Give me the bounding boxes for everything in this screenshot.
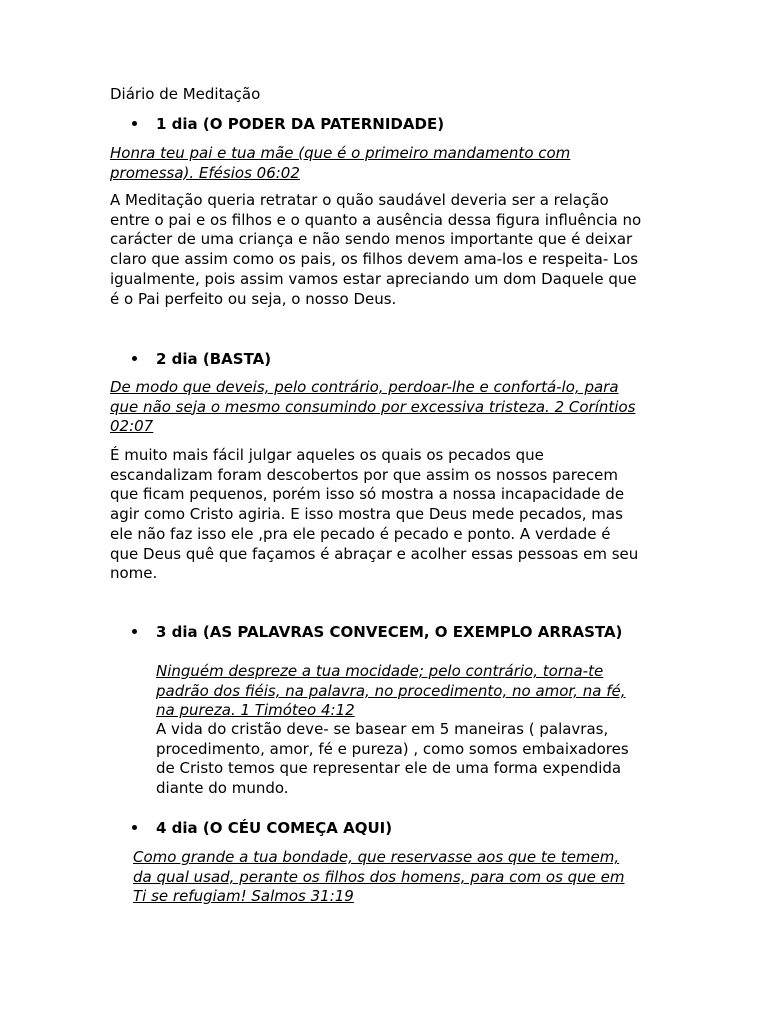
day-3-quote (156, 662, 626, 721)
day-1-quote (110, 144, 570, 183)
body-line: diante do mundo. (156, 779, 289, 798)
body-line: que ficam pequenos, porém isso só mostra a nossa incapacidade de (110, 485, 625, 504)
document-title: Diário de Meditação (110, 85, 261, 103)
body-line: entre o pai e os filhos e o quanto a ausência dessa figura influência no (110, 210, 642, 229)
day-2-quote (110, 378, 635, 437)
quote-line: Ninguém despreze a tua mocidade; pelo contrário, torna-te (156, 662, 604, 680)
day-2-body (110, 446, 638, 584)
body-line: carácter de uma criança e não sendo menos importante que é deixar (110, 230, 633, 249)
day-4-heading: 4 dia (O CÉU COMEÇA AQUI) (156, 819, 393, 837)
body-line: nome. (110, 564, 158, 583)
day-3-body (156, 720, 629, 799)
quote-line: na pureza. 1 Timóteo 4:12 (156, 701, 355, 719)
bullet-icon (132, 356, 137, 361)
body-line: A vida do cristão deve- se basear em 5 maneiras ( palavras, (156, 720, 609, 738)
body-line: de Cristo temos que representar ele de uma forma expendida (156, 759, 622, 778)
quote-line: Como grande a tua bondade, que reservasse aos que te temem, (133, 848, 620, 866)
body-line: procedimento, amor, fé e pureza) , como somos embaixadores (156, 739, 629, 758)
quote-line: promessa). Efésios 06:02 (110, 163, 300, 182)
quote-line: Ti se refugiam! Salmos 31:19 (133, 887, 354, 905)
day-4-quote (133, 848, 625, 907)
quote-line: que não seja o mesmo consumindo por excessiva tristeza. 2 Coríntios (110, 397, 636, 416)
day-1-heading: 1 dia (O PODER DA PATERNIDADE) (156, 115, 445, 133)
body-line: ele não faz isso ele ,pra ele pecado é pecado e ponto. A verdade é (110, 524, 611, 543)
quote-line: Honra teu pai e tua mãe (que é o primeiro mandamento com (110, 144, 571, 162)
body-line: agir como Cristo agiria. E isso mostra que Deus mede pecados, mas (110, 505, 623, 524)
day-1-body (110, 191, 641, 309)
body-line: igualmente, pois assim vamos estar apreciando um dom Daquele que (110, 269, 637, 288)
bullet-icon (132, 825, 137, 830)
body-line: É muito mais fácil julgar aqueles os quais os pecados que (110, 446, 544, 464)
quote-line: 02:07 (110, 417, 154, 435)
day-3-heading: 3 dia (AS PALAVRAS CONVECEM, O EXEMPLO ARRASTA) (156, 623, 623, 641)
quote-line: De modo que deveis, pelo contrário, perdoar-lhe e confortá-lo, para (110, 378, 619, 396)
body-line: A Meditação queria retratar o quão saudável deveria ser a relação (110, 191, 609, 209)
day-2-heading: 2 dia (BASTA) (156, 350, 272, 368)
body-line: que Deus quê que façamos é abraçar e acolher essas pessoas em seu (110, 544, 639, 563)
quote-line: padrão dos fiéis, na palavra, no procedimento, no amor, na fé, (156, 681, 626, 700)
bullet-icon (132, 121, 137, 126)
quote-line: da qual usad, perante os filhos dos homens, para com os que em (133, 867, 625, 886)
body-line: claro que assim como os pais, os filhos devem ama-los e respeita- Los (110, 250, 639, 269)
body-line: é o Pai perfeito ou seja, o nosso Deus. (110, 289, 397, 308)
body-line: escandalizam foram descobertos por que assim os nossos parecem (110, 465, 618, 484)
bullet-icon (132, 629, 137, 634)
